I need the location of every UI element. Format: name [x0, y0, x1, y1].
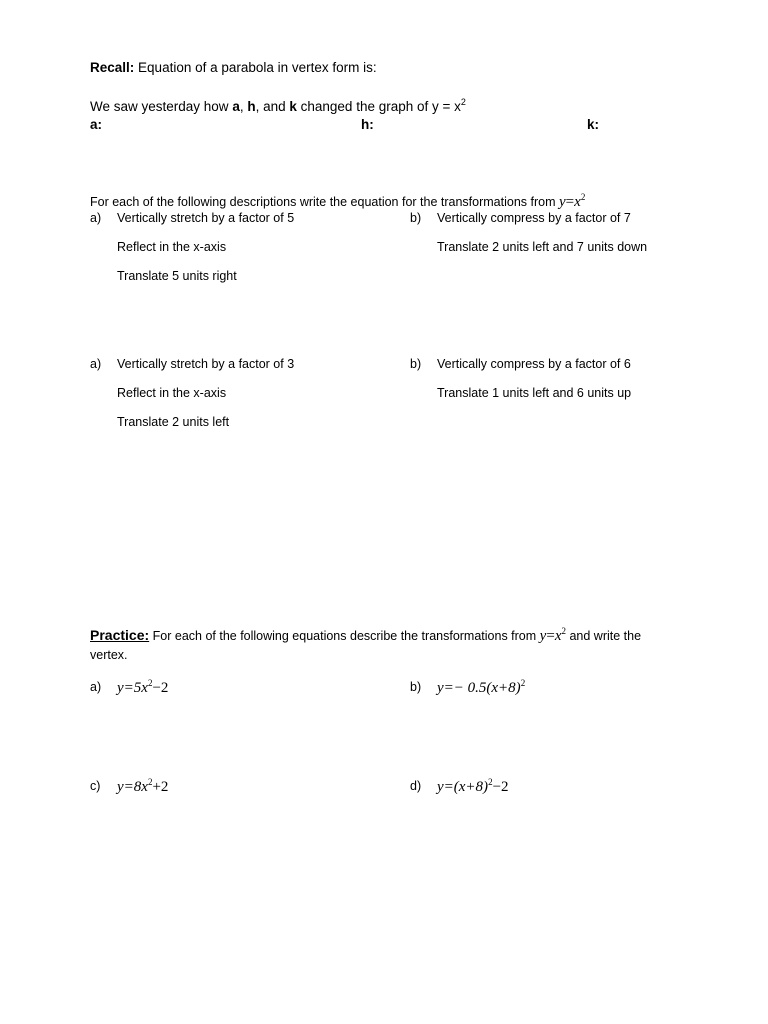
param-h-label: h:	[361, 117, 374, 132]
group1-left-line3: Translate 5 units right	[117, 269, 237, 283]
practice-tail: and write the	[569, 629, 642, 643]
group2-left-line3: Translate 2 units left	[117, 415, 230, 429]
problem-d-pre: y=	[437, 779, 454, 795]
param-a-word: a	[232, 99, 240, 114]
problem-d-exp: 2	[488, 777, 493, 787]
yesterday-sep1: ,	[239, 99, 248, 114]
group2-right-line1: Vertically compress by a factor of 6	[437, 357, 631, 371]
yesterday-sep2: , and	[255, 99, 290, 114]
section1-instruction-text: For each of the following descriptions write the equation for the transformations from	[90, 195, 556, 209]
section1-instruction	[90, 192, 585, 211]
recall-text: Equation of a parabola in vertex form is:	[138, 60, 377, 75]
problem-b-var: (x+8)	[486, 680, 521, 696]
practice-tail2: vertex.	[90, 648, 128, 662]
problem-c-exp: 2	[147, 777, 153, 787]
group1-right-letter: b)	[410, 211, 422, 225]
param-a-label: a:	[90, 117, 103, 132]
problem-c-equation	[117, 777, 168, 796]
problem-d-letter: d)	[410, 779, 422, 793]
base-fn-exp: 2	[580, 192, 586, 202]
yesterday-line	[90, 97, 466, 114]
param-k-label: k:	[587, 117, 600, 132]
group1-right-line1: Vertically compress by a factor of 7	[437, 211, 631, 225]
base-fn-eq: =	[565, 194, 575, 210]
param-k-word: k	[289, 99, 297, 114]
practice-title: Practice:	[90, 627, 150, 643]
group2-right-letter: b)	[410, 357, 422, 371]
group2-left-line2: Reflect in the x-axis	[117, 386, 227, 400]
problem-c-letter: c)	[90, 779, 101, 793]
practice-fn-y: y	[539, 628, 547, 644]
problem-c-post: +2	[152, 779, 169, 795]
yesterday-exponent: 2	[460, 97, 466, 107]
group1-right-line2: Translate 2 units left and 7 units down	[437, 240, 648, 254]
problem-d-post: −2	[492, 779, 509, 795]
problem-d-equation	[437, 777, 509, 796]
problem-a-exp: 2	[147, 678, 153, 688]
group1-left-line1: Vertically stretch by a factor of 5	[117, 211, 295, 225]
base-fn-x: x	[574, 194, 581, 210]
problem-a-letter: a)	[90, 680, 102, 694]
practice-instruction	[90, 626, 641, 645]
yesterday-part1: We saw yesterday how	[90, 99, 233, 114]
problem-a-post: −2	[152, 680, 169, 696]
practice-fn-eq: =	[546, 628, 555, 644]
problem-b-pre: y=− 0.5	[437, 680, 487, 696]
group2-left-letter: a)	[90, 357, 102, 371]
param-h-word: h	[247, 99, 256, 114]
problem-b-exp: 2	[520, 678, 526, 688]
base-fn-y: y	[559, 194, 566, 210]
problem-c-var: x	[141, 779, 148, 795]
problem-b-equation	[437, 678, 525, 697]
problem-a-equation	[117, 678, 168, 697]
problem-a-var: x	[141, 680, 148, 696]
problem-c-pre: y=8	[117, 779, 142, 795]
group2-right-line2: Translate 1 units left and 6 units up	[437, 386, 632, 400]
practice-fn-exp: 2	[561, 626, 566, 636]
recall-label: Recall:	[90, 60, 135, 75]
yesterday-part2: changed the graph of y = x	[296, 99, 461, 114]
practice-base-function	[540, 628, 566, 644]
problem-d-var: (x+8)	[453, 779, 489, 795]
problem-a-pre: y=5	[117, 680, 142, 696]
practice-fn-x: x	[554, 628, 562, 644]
group1-left-letter: a)	[90, 211, 102, 225]
group1-left-line2: Reflect in the x-axis	[117, 240, 227, 254]
group2-left-line1: Vertically stretch by a factor of 3	[117, 357, 295, 371]
practice-instruction-text: For each of the following equations describe the transformations from	[152, 629, 537, 643]
problem-b-letter: b)	[410, 680, 422, 694]
recall-line	[90, 60, 377, 75]
base-function	[559, 194, 585, 210]
